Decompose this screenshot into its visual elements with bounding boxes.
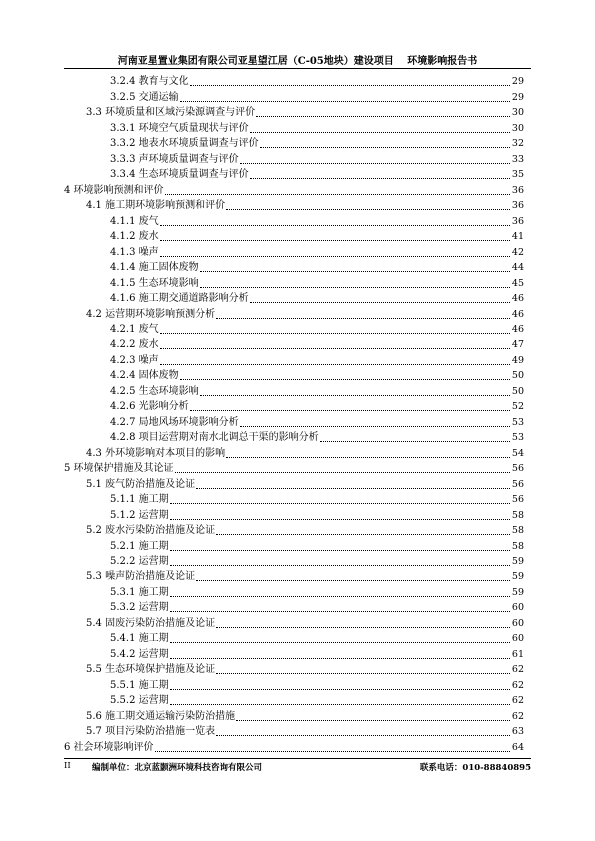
- toc-entry-page: 32: [511, 138, 524, 150]
- toc-leader-dots: [226, 456, 510, 458]
- toc-entry-title: 3.3.1 环境空气质量现状与评价: [110, 122, 249, 134]
- toc-leader-dots: [170, 595, 510, 597]
- toc-entry-page: 36: [511, 184, 524, 196]
- toc-entry-page: 58: [511, 540, 524, 552]
- toc-entry-page: 36: [511, 215, 524, 227]
- toc-leader-dots: [200, 394, 510, 396]
- toc-entry-title: 5.1 废气防治措施及论证: [86, 478, 196, 490]
- toc-entry-page: 63: [511, 726, 524, 738]
- toc-entry[interactable]: [64, 414, 524, 429]
- toc-entry-page: 62: [511, 679, 524, 691]
- toc-leader-dots: [250, 177, 510, 179]
- toc-leader-dots: [170, 518, 510, 520]
- toc-leader-dots: [180, 100, 510, 102]
- toc-entry-title: 4.2.4 固体废物: [110, 370, 179, 382]
- toc-leader-dots: [170, 657, 510, 659]
- toc-entry-title: 3.3.3 声环境质量调查与评价: [110, 153, 239, 165]
- toc-entry-page: 62: [511, 710, 524, 722]
- toc-entry-title: 4 环境影响预测和评价: [64, 184, 164, 196]
- toc-entry-title: 4.2.3 噪声: [110, 354, 159, 366]
- toc-entry-page: 46: [511, 323, 524, 335]
- toc-entry-title: 4.2.6 光影响分析: [110, 401, 189, 413]
- toc-entry[interactable]: [64, 677, 524, 692]
- toc-entry-title: 5.5.1 施工期: [110, 679, 169, 691]
- toc-entry-page: 60: [511, 602, 524, 614]
- toc-entry[interactable]: [64, 476, 524, 491]
- toc-leader-dots: [170, 703, 510, 705]
- toc-entry[interactable]: [64, 322, 524, 337]
- toc-entry-page: 58: [511, 525, 524, 537]
- toc-entry-page: 42: [511, 246, 524, 258]
- toc-leader-dots: [160, 332, 510, 334]
- toc-leader-dots: [190, 409, 510, 411]
- toc-entry-page: 29: [511, 76, 524, 88]
- toc-leader-dots: [240, 162, 510, 164]
- toc-entry-page: 58: [511, 509, 524, 521]
- toc-leader-dots: [216, 626, 510, 628]
- toc-entry[interactable]: [64, 198, 524, 213]
- toc-leader-dots: [236, 719, 510, 721]
- toc-entry-page: 52: [511, 401, 524, 413]
- toc-leader-dots: [190, 84, 510, 86]
- toc-entry[interactable]: [64, 182, 524, 197]
- header-rule: [64, 68, 531, 69]
- toc-entry[interactable]: [64, 662, 524, 677]
- toc-leader-dots: [170, 564, 510, 566]
- toc-entry-title: 5.5 生态环境保护措施及论证: [86, 664, 216, 676]
- toc-entry-page: 45: [511, 277, 524, 289]
- toc-entry-title: 3.3.2 地表水环境质量调查与评价: [110, 138, 259, 150]
- toc-entry-title: 4.2.2 废水: [110, 339, 159, 351]
- toc-entry-title: 5.3 噪声防治措施及论证: [86, 571, 196, 583]
- toc-entry-title: 5.2.1 施工期: [110, 540, 169, 552]
- toc-entry-page: 50: [511, 385, 524, 397]
- toc-entry-page: 60: [511, 617, 524, 629]
- toc-leader-dots: [226, 208, 510, 210]
- toc-entry-page: 56: [511, 478, 524, 490]
- toc-entry-title: 5.1.2 运营期: [110, 509, 169, 521]
- toc-entry-page: 53: [511, 432, 524, 444]
- toc-entry[interactable]: [64, 306, 524, 321]
- toc-entry[interactable]: [64, 383, 524, 398]
- toc-entry[interactable]: [64, 136, 524, 151]
- toc-entry-title: 4.1 施工期环境影响预测和评价: [86, 200, 226, 212]
- toc-entry-title: 5.4.1 施工期: [110, 633, 169, 645]
- toc-entry[interactable]: [64, 291, 524, 306]
- toc-entry-title: 3.2.4 教育与文化: [110, 76, 189, 88]
- toc-entry[interactable]: [64, 120, 524, 135]
- toc-leader-dots: [160, 363, 510, 365]
- toc-leader-dots: [256, 115, 510, 117]
- toc-leader-dots: [155, 750, 510, 752]
- toc-entry-page: 47: [511, 339, 524, 351]
- toc-leader-dots: [196, 487, 510, 489]
- toc-entry[interactable]: [64, 213, 524, 228]
- toc-entry-page: 50: [511, 370, 524, 382]
- contact-phone: 联系电话：010-88840895: [419, 763, 531, 773]
- toc-entry[interactable]: [64, 430, 524, 445]
- toc-entry[interactable]: [64, 584, 524, 599]
- toc-entry[interactable]: [64, 554, 524, 569]
- toc-entry-title: 5.4.2 运营期: [110, 648, 169, 660]
- toc-entry-title: 4.1.2 废水: [110, 231, 159, 243]
- toc-entry[interactable]: [64, 708, 524, 723]
- toc-entry[interactable]: [64, 229, 524, 244]
- toc-leader-dots: [320, 440, 510, 442]
- toc-entry-title: 5.2.2 运营期: [110, 556, 169, 567]
- toc-leader-dots: [260, 146, 510, 148]
- toc-entry[interactable]: [64, 151, 524, 166]
- toc-leader-dots: [250, 301, 510, 303]
- toc-entry-title: 5.7 项目污染防治措施一览表: [86, 726, 216, 738]
- toc-entry-page: 64: [511, 741, 524, 753]
- toc-entry-title: 6 社会环境影响评价: [64, 741, 154, 753]
- toc-leader-dots: [160, 347, 510, 349]
- toc-entry-page: 46: [511, 308, 524, 320]
- toc-entry-page: 29: [511, 91, 524, 103]
- toc-entry[interactable]: [64, 352, 524, 367]
- toc-entry[interactable]: [64, 445, 524, 460]
- toc-entry-page: 60: [511, 633, 524, 645]
- toc-entry-page: 59: [511, 586, 524, 598]
- toc-entry[interactable]: [64, 538, 524, 553]
- toc-entry-title: 5 环境保护措施及其论证: [64, 463, 174, 475]
- toc-leader-dots: [250, 131, 510, 133]
- toc-leader-dots: [170, 610, 510, 612]
- toc-entry[interactable]: [64, 600, 524, 615]
- toc-leader-dots: [165, 193, 510, 195]
- toc-entry-page: 35: [511, 169, 524, 181]
- toc-entry-title: 5.6 施工期交通运输污染防治措施: [86, 710, 236, 722]
- toc-entry-title: 4.1.4 施工固体废物: [110, 262, 199, 274]
- toc-entry-title: 5.3.1 施工期: [110, 586, 169, 598]
- toc-entry[interactable]: [64, 89, 524, 104]
- toc-entry-page: 59: [511, 556, 524, 567]
- toc-entry[interactable]: [64, 167, 524, 182]
- toc-entry-page: 44: [511, 262, 524, 274]
- toc-entry-page: 46: [511, 293, 524, 305]
- toc-entry-title: 5.5.2 运营期: [110, 695, 169, 707]
- toc-entry-title: 4.2 运营期环境影响预测分析: [86, 308, 216, 320]
- toc-entry[interactable]: [64, 646, 524, 661]
- toc-entry-title: 4.2.5 生态环境影响: [110, 385, 199, 397]
- toc-entry-title: 4.1.1 废气: [110, 215, 159, 227]
- toc-entry-title: 5.3.2 运营期: [110, 602, 169, 614]
- toc-entry-page: 30: [511, 107, 524, 119]
- toc-leader-dots: [160, 239, 510, 241]
- toc-leader-dots: [180, 378, 510, 380]
- toc-entry-title: 4.1.3 噪声: [110, 246, 159, 258]
- toc-leader-dots: [160, 255, 510, 257]
- toc-entry-page: 62: [511, 695, 524, 707]
- toc-leader-dots: [196, 579, 510, 581]
- toc-entry-page: 33: [511, 153, 524, 165]
- toc-entry[interactable]: [64, 693, 524, 708]
- toc-entry[interactable]: [64, 631, 524, 646]
- toc-entry[interactable]: [64, 275, 524, 290]
- toc-entry-title: 5.4 固废污染防治措施及论证: [86, 617, 216, 629]
- toc-leader-dots: [240, 425, 510, 427]
- toc-entry-title: 4.1.5 生态环境影响: [110, 277, 199, 289]
- toc-entry[interactable]: [64, 569, 524, 584]
- toc-entry[interactable]: [64, 260, 524, 275]
- toc-leader-dots: [200, 286, 510, 288]
- compiler-unit: 编制单位：北京蓝颢洲环境科技咨询有限公司: [92, 763, 263, 773]
- toc-entry-page: 59: [511, 571, 524, 583]
- toc-entry-title: 5.2 废水污染防治措施及论证: [86, 525, 216, 537]
- toc-entry[interactable]: [64, 724, 524, 739]
- table-of-contents: [64, 74, 524, 755]
- toc-entry[interactable]: [64, 615, 524, 630]
- toc-entry-page: 56: [511, 463, 524, 475]
- toc-entry-page: 41: [511, 231, 524, 243]
- toc-leader-dots: [170, 549, 510, 551]
- toc-leader-dots: [170, 688, 510, 690]
- page-number: II: [64, 761, 71, 771]
- toc-entry[interactable]: [64, 461, 524, 476]
- toc-leader-dots: [216, 672, 510, 674]
- toc-entry[interactable]: [64, 368, 524, 383]
- toc-leader-dots: [175, 471, 510, 473]
- toc-entry-page: 62: [511, 664, 524, 676]
- footer-rule: [64, 758, 531, 759]
- toc-entry-page: 54: [511, 447, 524, 459]
- toc-entry-title: 3.3 环境质量和区域污染源调查与评价: [86, 107, 256, 119]
- toc-leader-dots: [170, 641, 510, 643]
- toc-entry-title: 4.1.6 施工期交通道路影响分析: [110, 293, 249, 305]
- toc-entry-page: 56: [511, 494, 524, 506]
- toc-entry[interactable]: [64, 337, 524, 352]
- toc-entry-page: 30: [511, 122, 524, 134]
- toc-entry-title: 4.2.1 废气: [110, 323, 159, 335]
- toc-leader-dots: [216, 734, 510, 736]
- toc-entry-page: 53: [511, 416, 524, 428]
- toc-leader-dots: [160, 224, 510, 226]
- toc-entry[interactable]: [64, 492, 524, 507]
- toc-leader-dots: [170, 502, 510, 504]
- toc-leader-dots: [216, 533, 510, 535]
- page-header: 河南亚星置业集团有限公司亚星望江居（C-05地块）建设项目 环境影响报告书: [117, 56, 478, 67]
- toc-entry-title: 4.2.7 局地风场环境影响分析: [110, 416, 239, 428]
- toc-entry-title: 3.3.4 生态环境质量调查与评价: [110, 169, 249, 181]
- toc-entry-page: 49: [511, 354, 524, 366]
- toc-leader-dots: [216, 317, 510, 319]
- toc-entry[interactable]: [64, 523, 524, 538]
- toc-entry-page: 36: [511, 200, 524, 212]
- toc-entry-title: 5.1.1 施工期: [110, 494, 169, 506]
- toc-entry[interactable]: [64, 105, 524, 120]
- toc-entry-page: 61: [511, 648, 524, 660]
- toc-entry[interactable]: [64, 244, 524, 259]
- toc-entry[interactable]: [64, 399, 524, 414]
- toc-leader-dots: [200, 270, 510, 272]
- toc-entry-title: 4.2.8 项目运营期对南水北调总干渠的影响分析: [110, 432, 319, 444]
- toc-entry[interactable]: [64, 74, 524, 89]
- toc-entry[interactable]: [64, 739, 524, 754]
- toc-entry-title: 4.3 外环境影响对本项目的影响: [86, 447, 226, 459]
- toc-entry[interactable]: [64, 507, 524, 522]
- toc-entry-title: 3.2.5 交通运输: [110, 91, 179, 103]
